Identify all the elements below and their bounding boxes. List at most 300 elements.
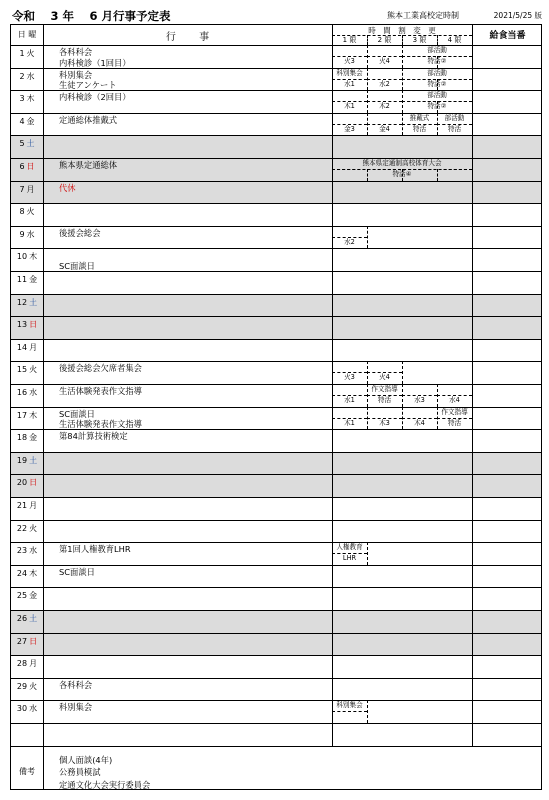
cell-divider (332, 101, 367, 102)
column-divider (43, 25, 44, 746)
day-events (59, 160, 117, 171)
event-item: 生活体験発表作文指導 (59, 419, 142, 430)
event-item: 生活体験発表作文指導 (59, 386, 142, 396)
row-divider (11, 113, 541, 114)
event-item: 後援会総会欠席者集会 (59, 363, 142, 374)
day-row (11, 474, 541, 497)
day-label (11, 387, 43, 398)
day-date: 14 (16, 342, 28, 352)
header-day: 日 曜 (17, 30, 37, 39)
day-label (11, 590, 43, 601)
day-events (59, 680, 92, 691)
column-divider (472, 25, 473, 746)
header-period-2: 2 限 (377, 36, 392, 44)
day-date: 22 (16, 523, 28, 533)
day-date: 29 (16, 681, 28, 691)
schedule-cell: 水3 (414, 396, 425, 404)
day-label (11, 432, 43, 443)
day-row (11, 429, 541, 452)
day-weekday: 月 (29, 342, 38, 352)
page-header (10, 8, 542, 24)
day-label (11, 297, 43, 308)
header-lunch-duty: 給食当番 (489, 31, 526, 41)
row-divider (11, 565, 541, 566)
day-weekday: 金 (26, 116, 35, 126)
cell-divider (367, 361, 368, 384)
row-divider (11, 746, 541, 747)
schedule-cell: 推戴式 (409, 113, 430, 122)
row-divider (11, 723, 541, 724)
schedule-cells (332, 700, 472, 723)
event-item (59, 250, 95, 261)
day-label (11, 477, 43, 488)
row-divider (11, 68, 541, 69)
day-date: 24 (16, 568, 28, 578)
cell-divider (367, 542, 368, 565)
remark-item: 個人面談(4年) (59, 754, 113, 765)
day-row (11, 135, 541, 158)
schedule-cell: 熊本県定通制高校体育大会 (362, 159, 442, 167)
row-divider (11, 294, 541, 295)
row-divider (11, 203, 541, 204)
schedule-cell: 特活 (377, 396, 392, 404)
day-weekday: 月 (26, 184, 35, 194)
day-row (11, 203, 541, 226)
day-date: 16 (16, 388, 28, 397)
day-weekday: 木 (29, 568, 38, 578)
day-row (11, 565, 541, 588)
header-period-divider (367, 35, 368, 45)
schedule-cell: 木2 (379, 102, 390, 111)
header-period-divider (437, 35, 438, 45)
cell-divider (367, 45, 368, 68)
schedule-cell: 木3 (379, 418, 390, 427)
day-row (11, 407, 541, 430)
day-label (11, 726, 43, 735)
day-weekday: 火 (29, 681, 38, 691)
cell-divider (367, 90, 368, 113)
cell-divider (367, 418, 402, 419)
schedule-cells (332, 361, 472, 384)
day-events (59, 228, 101, 239)
header-period-divider (402, 35, 403, 45)
day-label (11, 636, 43, 647)
day-date: 28 (16, 659, 28, 669)
cell-divider (332, 711, 367, 712)
day-weekday: 土 (29, 614, 38, 623)
event-item: 内科検診（1回目） (59, 57, 131, 68)
day-label (11, 229, 43, 240)
event-item: SC面談日 (59, 566, 95, 577)
day-label (11, 138, 43, 149)
day-row (11, 90, 541, 113)
day-date: 2 (19, 71, 25, 81)
cell-divider (437, 56, 438, 68)
day-date: 15 (16, 365, 28, 375)
day-label (11, 116, 43, 127)
day-row (11, 587, 541, 610)
day-date: 25 (16, 591, 28, 601)
day-weekday: 火 (26, 207, 35, 217)
schedule-cell: 水1 (344, 79, 355, 88)
event-item: 生徒アンケート (59, 80, 117, 91)
cell-divider (402, 90, 403, 113)
day-label (11, 274, 43, 285)
day-row (11, 226, 541, 249)
day-events (59, 92, 131, 103)
day-row (11, 68, 541, 91)
day-date: 1 (19, 49, 25, 58)
cell-divider (402, 45, 403, 68)
cell-divider (402, 361, 403, 384)
day-weekday: 月 (29, 659, 38, 669)
day-weekday: 木 (29, 410, 38, 420)
day-weekday: 水 (26, 71, 35, 81)
event-item: SC面談日 (59, 260, 95, 271)
event-item: 科別集会 (59, 69, 93, 80)
day-label (11, 568, 43, 579)
day-label (11, 613, 43, 624)
day-label (11, 455, 43, 466)
schedule-cell: 火3 (344, 57, 355, 65)
cell-divider (367, 226, 368, 249)
schedule-cell: 特活② (427, 79, 447, 88)
schedule-cell: 木1 (344, 102, 355, 111)
schedule-cell: 火4 (379, 373, 390, 382)
schedule-cell: 金4 (379, 124, 390, 133)
day-weekday: 火 (29, 523, 38, 533)
row-divider (11, 226, 541, 227)
day-date: 12 (16, 297, 28, 307)
schedule-cells (332, 158, 472, 181)
day-label (11, 545, 43, 556)
schedule-cell: 部活動 (427, 46, 447, 54)
cell-divider (402, 407, 403, 430)
row-divider (11, 610, 541, 611)
day-weekday: 木 (26, 94, 35, 104)
day-events (59, 250, 95, 271)
row-divider (11, 633, 541, 634)
schedule-cells (332, 542, 472, 565)
cell-divider (437, 101, 438, 113)
day-weekday: 水 (29, 704, 38, 714)
day-row (11, 361, 541, 384)
header-period-4: 4 限 (447, 36, 462, 44)
schedule-cell: 火4 (379, 57, 390, 65)
cell-divider (367, 384, 368, 407)
event-item: 代休 (59, 182, 76, 193)
day-date: 18 (16, 433, 28, 443)
row-divider (11, 158, 541, 159)
day-row (11, 520, 541, 543)
cell-divider (437, 418, 472, 419)
cell-divider (367, 407, 368, 430)
remarks-items (59, 754, 150, 792)
schedule-cell: 作文指導 (441, 407, 468, 416)
row-divider (11, 361, 541, 362)
day-events (59, 183, 76, 194)
day-events (59, 70, 117, 91)
day-row (11, 45, 541, 68)
day-row (11, 542, 541, 565)
schedule-cell: 水2 (379, 79, 390, 88)
row-divider (11, 452, 541, 453)
cell-divider (332, 372, 367, 373)
event-item: 後援会総会 (59, 227, 101, 238)
schedule-cells (332, 90, 472, 113)
day-row (11, 271, 541, 294)
day-row (11, 181, 541, 204)
day-label (11, 681, 43, 692)
schedule-cell: 作文指導 (371, 385, 398, 393)
schedule-cell: 部活動 (427, 91, 447, 100)
cell-divider (367, 700, 368, 723)
schedule-cell: 科別集会 (336, 68, 363, 77)
schedule-cells (332, 113, 472, 136)
day-date: 8 (19, 207, 25, 217)
day-label (11, 364, 43, 375)
row-divider (11, 497, 541, 498)
day-date: 10 (16, 252, 28, 262)
cell-divider (367, 101, 402, 102)
event-item: 第1回人権教育LHR (59, 544, 131, 555)
schedule-cell: 水1 (344, 396, 355, 404)
day-date: 30 (16, 704, 28, 714)
schedule-cell: 科別集会 (336, 701, 363, 710)
day-weekday: 土 (26, 139, 35, 149)
day-row (11, 633, 541, 656)
event-item: 定通総体推戴式 (59, 114, 118, 125)
schedule-cell: LHR (342, 554, 357, 563)
day-date: 9 (19, 229, 25, 239)
row-divider (11, 655, 541, 656)
column-divider (43, 746, 44, 789)
row-divider (11, 248, 541, 249)
event-item: 科別集会 (59, 702, 93, 713)
header-events: 行 事 (165, 32, 210, 43)
schedule-cells (332, 407, 472, 430)
day-row (11, 294, 541, 317)
row-divider (11, 135, 541, 136)
schedule-cell: 水2 (344, 237, 355, 246)
day-label (11, 93, 43, 104)
event-item: 各科科会 (59, 679, 93, 690)
day-date: 5 (19, 139, 25, 149)
row-divider (11, 90, 541, 91)
cell-divider (402, 68, 403, 91)
day-events (59, 363, 142, 374)
day-weekday: 木 (29, 252, 38, 262)
day-weekday: 日 (26, 162, 35, 171)
cell-divider (437, 113, 438, 136)
day-weekday: 金 (29, 275, 38, 284)
event-item: 各科科会 (59, 47, 93, 57)
day-weekday: 火 (29, 365, 38, 375)
day-row (11, 610, 541, 633)
schedule-cells (332, 384, 472, 407)
cell-divider (437, 169, 438, 181)
cell-divider (437, 79, 438, 91)
day-date: 23 (16, 546, 28, 556)
row-divider (11, 316, 541, 317)
schedule-cells (332, 226, 472, 249)
row-divider (11, 587, 541, 588)
day-label (11, 184, 43, 195)
day-date: 7 (19, 184, 25, 194)
day-date: 17 (16, 410, 28, 420)
schedule-cell: 水4 (449, 396, 460, 404)
cell-divider (437, 407, 438, 430)
cell-divider (332, 553, 367, 554)
day-row (11, 339, 541, 362)
day-events (59, 386, 142, 397)
day-events (59, 544, 131, 555)
remarks-label: 備考 (19, 766, 35, 776)
day-weekday: 金 (29, 591, 38, 601)
day-label (11, 71, 43, 82)
cell-divider (437, 124, 472, 125)
row-divider (11, 678, 541, 679)
day-label (11, 523, 43, 534)
day-date: 27 (16, 636, 28, 646)
cell-divider (402, 113, 403, 136)
column-divider (332, 25, 333, 746)
row-divider (11, 407, 541, 408)
day-label (11, 500, 43, 511)
day-weekday: 日 (29, 478, 38, 488)
day-events (59, 431, 128, 442)
day-events (59, 567, 95, 578)
cell-divider (332, 395, 367, 396)
schedule-cell: 部活動 (444, 113, 465, 122)
day-events (59, 409, 142, 430)
row-divider (11, 700, 541, 701)
day-date: 21 (16, 501, 28, 510)
version-label: 2021/5/25 版 (493, 11, 542, 20)
day-weekday: 火 (26, 49, 35, 58)
cell-divider (367, 79, 402, 80)
schedule-table (10, 24, 542, 790)
day-date: 4 (19, 116, 25, 126)
day-row (11, 700, 541, 723)
cell-divider (437, 395, 472, 396)
schedule-cell: 特活 (447, 418, 462, 427)
day-label (11, 410, 43, 421)
cell-divider (367, 124, 402, 125)
row-divider (11, 520, 541, 521)
cell-divider (332, 418, 367, 419)
cell-divider (367, 113, 368, 136)
day-label (11, 658, 43, 669)
day-row (11, 316, 541, 339)
day-row (11, 452, 541, 475)
day-label (11, 251, 43, 262)
day-date: 20 (16, 478, 28, 488)
day-row (11, 723, 541, 746)
day-date: 13 (16, 320, 28, 330)
day-row (11, 655, 541, 678)
cell-divider (402, 124, 437, 125)
cell-divider (332, 237, 367, 238)
day-label (11, 342, 43, 353)
day-weekday: 金 (29, 433, 38, 443)
day-date: 6 (19, 162, 25, 171)
header-schedule-change: 時 間 割 変 更 (368, 26, 436, 35)
day-label (11, 48, 43, 59)
day-weekday (28, 726, 31, 735)
schedule-cell: 木1 (344, 418, 355, 427)
event-item: 内科検診（2回目） (59, 92, 131, 103)
day-weekday: 日 (29, 636, 38, 646)
header-period-1: 1 限 (342, 36, 357, 44)
day-label (11, 206, 43, 217)
day-events (59, 702, 92, 713)
day-weekday: 月 (29, 501, 38, 510)
schedule-cell: 特活 (447, 124, 462, 133)
row-divider (11, 542, 541, 543)
schedule-cell: 特活② (427, 57, 447, 65)
cell-divider (332, 56, 367, 57)
day-label (11, 161, 43, 172)
day-row (11, 497, 541, 520)
schedule-cell: 部活動 (427, 68, 447, 77)
schedule-cell: 木4 (414, 418, 425, 427)
day-row (11, 113, 541, 136)
day-weekday: 水 (29, 546, 38, 556)
remarks-section (11, 746, 541, 789)
row-divider (11, 429, 541, 430)
cell-divider (402, 169, 403, 181)
cell-divider (332, 79, 367, 80)
row-divider (11, 474, 541, 475)
day-row (11, 678, 541, 701)
remark-item: 公務員模試 (59, 767, 101, 778)
day-row (11, 248, 541, 271)
day-date: 19 (16, 455, 28, 465)
schedule-cell: 火3 (344, 373, 355, 382)
cell-divider (367, 169, 368, 181)
day-weekday: 土 (29, 455, 38, 465)
day-events (59, 47, 131, 68)
schedule-cell: 特活④ (392, 170, 412, 178)
schedule-cell: 人権教育 (336, 543, 363, 552)
day-events (59, 115, 117, 126)
cell-divider (332, 124, 367, 125)
schedule-cell: 特活② (427, 102, 447, 111)
row-divider (11, 339, 541, 340)
schedule-cells (332, 45, 472, 68)
row-divider (11, 271, 541, 272)
day-label (11, 703, 43, 714)
day-weekday: 日 (29, 320, 38, 330)
schedule-cell: 金3 (344, 124, 355, 133)
day-weekday: 土 (29, 297, 38, 307)
day-date: 26 (16, 614, 28, 623)
day-weekday: 水 (29, 388, 38, 397)
row-divider (11, 384, 541, 385)
cell-divider (402, 395, 437, 396)
cell-divider (367, 68, 368, 91)
remark-item: 定通文化大会実行委員会 (59, 779, 151, 790)
day-date: 11 (16, 275, 28, 284)
day-label (11, 319, 43, 330)
event-item: 熊本県定通総体 (59, 160, 118, 170)
school-name: 熊本工業高校定時制 (387, 11, 459, 20)
cell-divider (367, 395, 402, 396)
schedule-cells (332, 68, 472, 91)
day-row (11, 158, 541, 181)
cell-divider (402, 384, 403, 407)
